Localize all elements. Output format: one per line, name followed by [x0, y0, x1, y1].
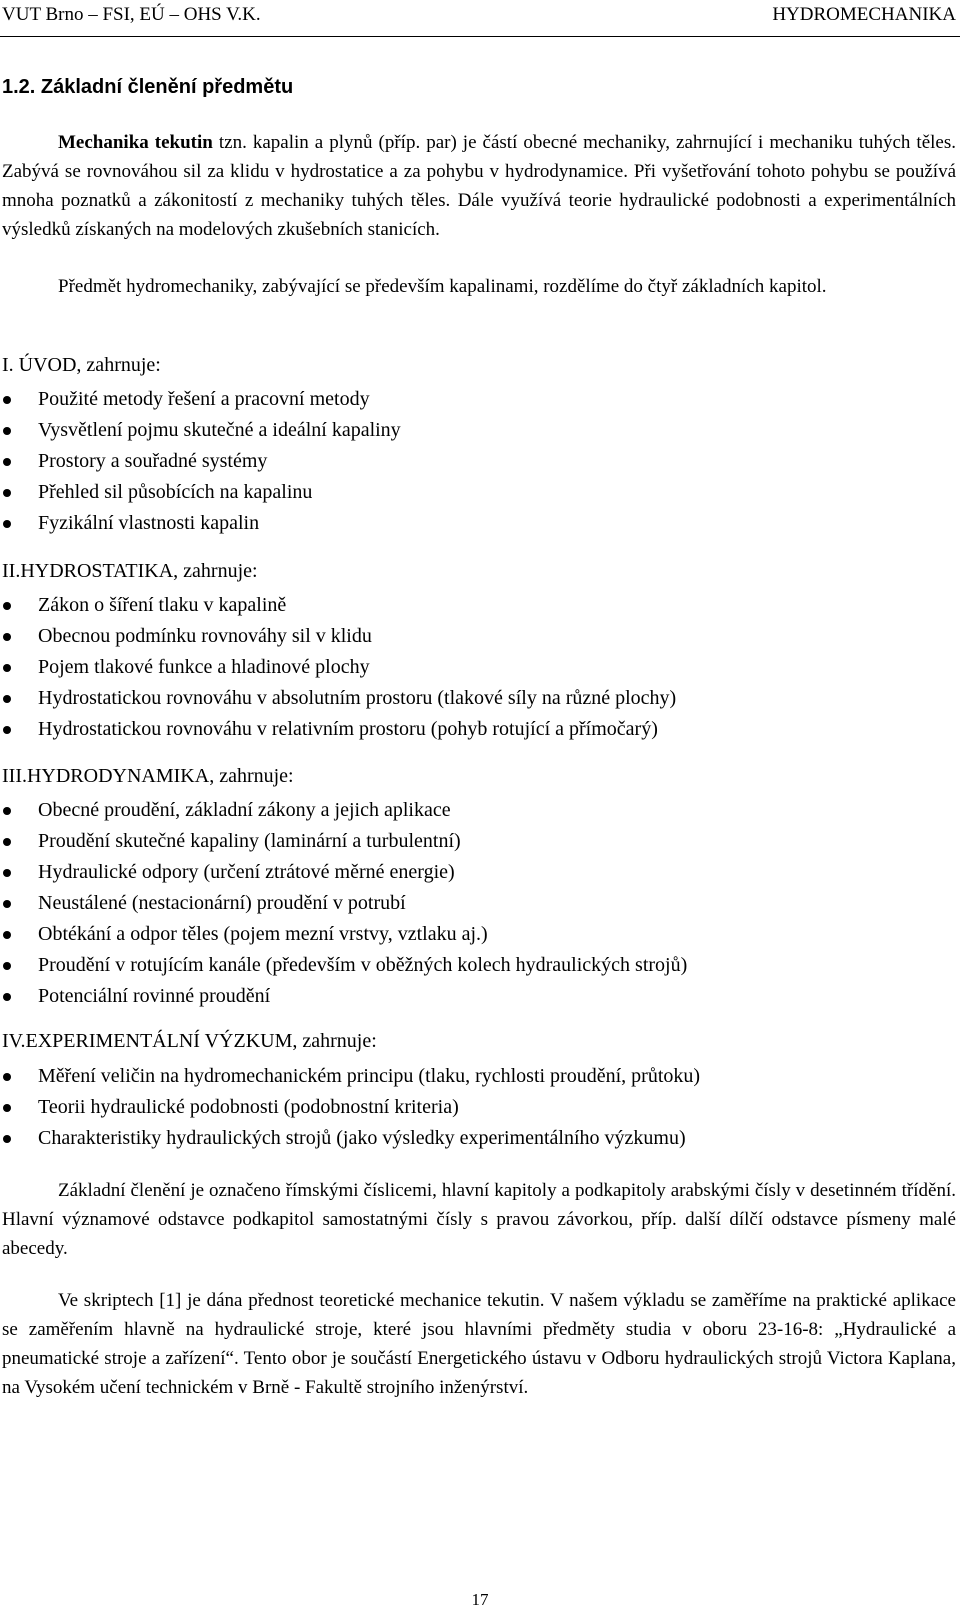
bullet-icon [3, 900, 11, 908]
list-item-text: Fyzikální vlastnosti kapalin [38, 512, 260, 534]
bullet-icon [3, 633, 11, 641]
list-item-text: Teorii hydraulické podobnosti (podobnostní kriteria) [38, 1096, 459, 1118]
list-item [0, 652, 676, 683]
bullet-icon [3, 1073, 11, 1081]
list-item [0, 1061, 700, 1092]
bullet-icon [3, 869, 11, 877]
list-item [0, 857, 687, 888]
bullet-icon [3, 396, 11, 404]
list-item-text: Prostory a souřadné systémy [38, 450, 268, 472]
list-item [0, 384, 401, 415]
list-item [0, 683, 676, 714]
bullet-icon [3, 458, 11, 466]
chapter-list-hydrostatika [0, 590, 676, 745]
list-item-text: Proudění v rotujícím kanále (především v oběžných kolech hydraulických strojů) [38, 954, 688, 976]
bullet-icon [3, 838, 11, 846]
list-item [0, 446, 401, 477]
closing-paragraph-1-text: Základní členění je označeno římskými číslicemi, hlavní kapitoly a podkapitoly arabskými čísly v desetinném třídění. Hlavní významové odstavce podkapitol samostatnými čísly s pravou závorkou, příp. další dílčí odstavce písmeny malé abecedy. [2, 1180, 956, 1259]
list-item-text: Použité metody řešení a pracovní metody [38, 388, 370, 410]
chapter-title-uvod: I. ÚVOD, zahrnuje: [2, 354, 161, 376]
list-item [0, 590, 676, 621]
list-item [0, 1123, 700, 1154]
intro-paragraph-2-text: Předmět hydromechaniky, zabývající se především kapalinami, rozdělíme do čtyř základních kapitol. [58, 276, 827, 297]
intro-paragraph-1-text: tzn. kapalin a plynů (příp. par) je částí obecné mechaniky, zahrnující i mechaniku tuhých těles. Zabývá se rovnováhou sil za klidu v hydrostatice a za pohybu v hydrodynamice. Při vyšetřování tohoto pohybu se používá mnoha poznatků a zákonitostí z mechaniky tuhých těles. Dále využívá teorie hydraulické podobnosti a experimentálních výsledků získaných na modelových zkušebních stanicích. [2, 132, 956, 240]
header-institution: VUT Brno – FSI, EÚ – OHS V.K. [2, 4, 261, 25]
chapter-list-uvod [0, 384, 401, 539]
intro-paragraph-1 [2, 128, 956, 244]
bullet-icon [3, 427, 11, 435]
closing-paragraph-2 [2, 1286, 956, 1402]
bullet-icon [3, 1135, 11, 1143]
page-header [0, 0, 960, 37]
list-item-text: Neustálené (nestacionární) proudění v potrubí [38, 892, 406, 914]
chapter-title-experimentalni-vyzkum: IV.EXPERIMENTÁLNÍ VÝZKUM, zahrnuje: [2, 1030, 377, 1052]
intro-paragraph-2 [2, 272, 956, 301]
section-title: 1.2. Základní členění předmětu [2, 76, 294, 98]
bullet-icon [3, 664, 11, 672]
bullet-icon [3, 695, 11, 703]
list-item-text: Hydraulické odpory (určení ztrátové měrné energie) [38, 861, 455, 883]
page-number: 17 [471, 1590, 489, 1609]
list-item-text: Proudění skutečné kapaliny (laminární a turbulentní) [38, 830, 461, 852]
list-item [0, 714, 676, 745]
list-item [0, 477, 401, 508]
list-item [0, 415, 401, 446]
list-item-text: Hydrostatickou rovnováhu v relativním prostoru (pohyb rotující a přímočarý) [38, 718, 658, 740]
list-item-text: Hydrostatickou rovnováhu v absolutním prostoru (tlakové síly na různé plochy) [38, 687, 677, 709]
intro-bold-lead: Mechanika tekutin [58, 132, 213, 153]
list-item [0, 621, 676, 652]
list-item-text: Potenciální rovinné proudění [38, 985, 271, 1007]
bullet-icon [3, 962, 11, 970]
bullet-icon [3, 1104, 11, 1112]
bullet-icon [3, 993, 11, 1001]
header-course: HYDROMECHANIKA [772, 4, 956, 25]
list-item-text: Obecné proudění, základní zákony a jejich aplikace [38, 799, 451, 821]
list-item-text: Obecnou podmínku rovnováhy sil v klidu [38, 625, 372, 647]
closing-paragraph-2-text: Ve skriptech [1] je dána přednost teoretické mechanice tekutin. V našem výkladu se zaměříme na praktické aplikace se zaměřením hlavně na hydraulické stroje, které jsou hlavními předměty studia v oboru 23-16-8: „Hydraulické a pneumatické stroje a zařízení“. Tento obor je součástí Energetického ústavu v Odboru hydraulických strojů Victora Kaplana, na Vysokém učení technickém v Brně - Fakultě strojního inženýrství. [2, 1290, 956, 1398]
list-item-text: Pojem tlakové funkce a hladinové plochy [38, 656, 370, 678]
list-item [0, 1092, 700, 1123]
list-item-text: Přehled sil působících na kapalinu [38, 481, 313, 503]
bullet-icon [3, 602, 11, 610]
bullet-icon [3, 489, 11, 497]
chapter-title-hydrodynamika: III.HYDRODYNAMIKA, zahrnuje: [2, 765, 294, 787]
list-item [0, 508, 401, 539]
bullet-icon [3, 807, 11, 815]
list-item [0, 826, 687, 857]
list-item-text: Charakteristiky hydraulických strojů (jako výsledky experimentálního výzkumu) [38, 1127, 686, 1149]
chapter-list-hydrodynamika [0, 795, 687, 1012]
list-item-text: Obtékání a odpor těles (pojem mezní vrstvy, vztlaku aj.) [38, 923, 488, 945]
list-item-text: Vysvětlení pojmu skutečné a ideální kapaliny [38, 419, 401, 441]
chapter-title-hydrostatika: II.HYDROSTATIKA, zahrnuje: [2, 560, 258, 582]
chapter-list-experimentalni-vyzkum [0, 1061, 700, 1154]
list-item-text: Měření veličin na hydromechanickém principu (tlaku, rychlosti proudění, průtoku) [38, 1065, 701, 1087]
list-item [0, 950, 687, 981]
list-item [0, 795, 687, 826]
bullet-icon [3, 520, 11, 528]
list-item [0, 981, 687, 1012]
list-item [0, 919, 687, 950]
bullet-icon [3, 931, 11, 939]
bullet-icon [3, 726, 11, 734]
list-item-text: Zákon o šíření tlaku v kapalině [38, 594, 287, 616]
closing-paragraph-1 [2, 1176, 956, 1263]
list-item [0, 888, 687, 919]
